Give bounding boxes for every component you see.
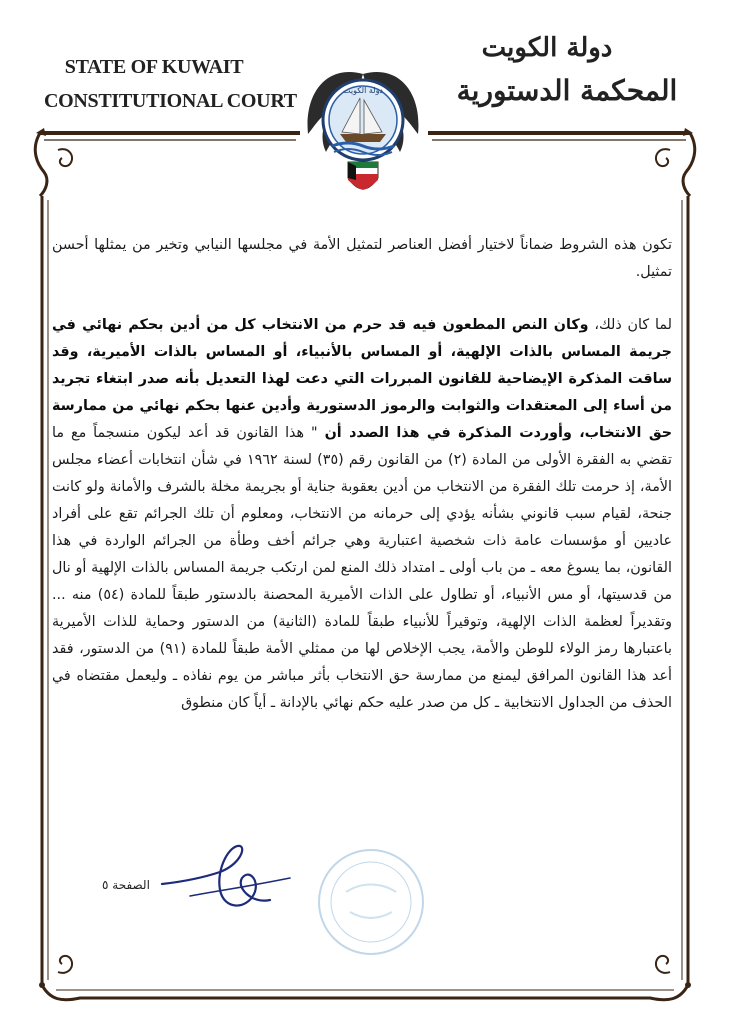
paragraph-1: تكون هذه الشروط ضماناً لاختيار أفضل العناصر لتمثيل الأمة في مجلسها النيابي وتخير من يمثلها أحسن تمثيل. <box>52 237 672 280</box>
official-stamp <box>306 842 436 962</box>
arabic-title-line1: دولة الكويت <box>481 33 613 63</box>
header-arabic <box>452 28 682 128</box>
emblem-text: دولة الكويت <box>343 86 383 95</box>
arabic-title-line2: المحكمة الدستورية <box>456 74 678 107</box>
judgment-text <box>52 232 672 717</box>
paragraph-2-quote: " هذا القانون قد أعد ليكون منسجماً مع ما تقضي به الفقرة الأولى من المادة (٢) من القانون رقم (٣٥) لسنة ١٩٦٢ في شأن انتخابات أعضاء مجلس الأمة، إذ حرمت تلك الفقرة من الانتخاب من أدين بعقوبة جناية أو بجريمة مخلة بالشرف والأمانة ولو كانت جنحة، لقيام سبب قانوني بشأنه يؤدي إلى حرمانه من الانتخاب، ومعلوم أن تلك الجرائم تقع على أفراد عاديين أو مؤسسات عامة ذات شخصية اعتبارية وهي جرائم أخف وطأة من الجرائم الواردة في هذا القانون، بما يسوغ معه ـ من باب أولى ـ امتداد ذلك المنع لمن ارتكب جريمة المساس بالذات الإلهية أو نال من قدسيتها، أو مس الأنبياء، أو تطاول على الذات الأميرية المحصنة بالدستور طبقاً للمادة (٥٤) منه ... وتقديراً لعظمة الذات الإلهية، وتوقيراً للأنبياء طبقاً للمادة (الثانية) من الدستور وحماية للذات الأميرية باعتبارها رمز الولاء للوطن والأمة، يجب الإخلاص لها من ممثلي الأمة طبقاً للمادة (٩١) من الدستور، فقد أعد هذا القانون المرافق ليمنع من ممارسة حق الانتخاب بأثر مباشر من يوم نفاذه ـ وليعمل مقتضاه في الحذف من الجداول الانتخابية ـ كل من صدر عليه حكم نهائي بالإدانة ـ أياً كان منطوق <box>52 425 672 711</box>
paragraph-2 <box>52 312 672 717</box>
paragraph-2-intro: لما كان ذلك، <box>594 317 672 333</box>
handwritten-signature <box>150 838 300 918</box>
header-english <box>44 50 297 118</box>
english-title-line2: CONSTITUTIONAL COURT <box>44 90 297 112</box>
kuwait-emblem <box>296 54 430 204</box>
paragraph-2-bold-text: وكان النص المطعون فيه قد حرم من الانتخاب كل من أدين بحكم نهائي في جريمة المساس بالذات الإلهية، أو المساس بالأنبياء، أو المساس بالذات الأميرية، وقد ساقت المذكرة الإيضاحية للقانون المبررات التي دعت لهذا التعديل بأنه صدر ابتغاء تجريد من أساء إلى المعتقدات والثوابت والرموز الدستورية وأدين عنها بحكم نهائي من ممارسة حق الانتخاب، وأوردت المذكرة في هذا الصدد أن <box>52 317 673 441</box>
english-title-line1: STATE OF KUWAIT <box>64 56 244 78</box>
page-number: الصفحة ٥ <box>102 878 150 892</box>
